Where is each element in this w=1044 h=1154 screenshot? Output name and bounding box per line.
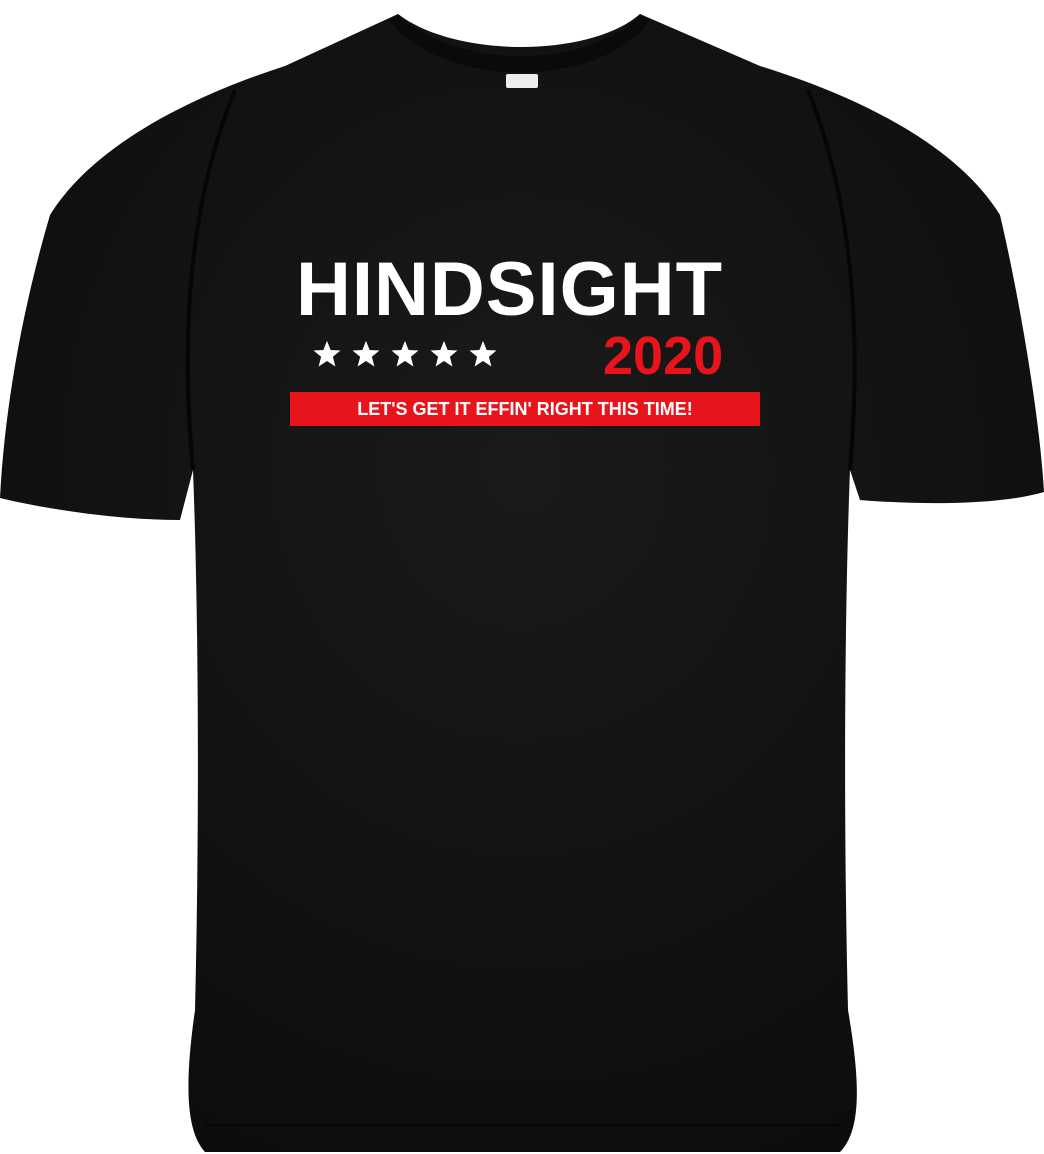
star-icon bbox=[390, 339, 420, 369]
slogan-band bbox=[290, 392, 760, 426]
slogan-text: LET'S GET IT EFFIN' RIGHT THIS TIME! bbox=[357, 399, 693, 419]
star-icon bbox=[468, 339, 498, 369]
shirt-print bbox=[290, 247, 780, 432]
neck-tag bbox=[506, 74, 538, 88]
star-icon bbox=[351, 339, 381, 369]
headline-text: HINDSIGHT bbox=[296, 247, 723, 332]
year-text: 2020 bbox=[603, 326, 724, 386]
star-icon bbox=[429, 339, 459, 369]
star-icon bbox=[312, 339, 342, 369]
shirt-body bbox=[0, 14, 1044, 1152]
stars-row bbox=[312, 332, 498, 376]
